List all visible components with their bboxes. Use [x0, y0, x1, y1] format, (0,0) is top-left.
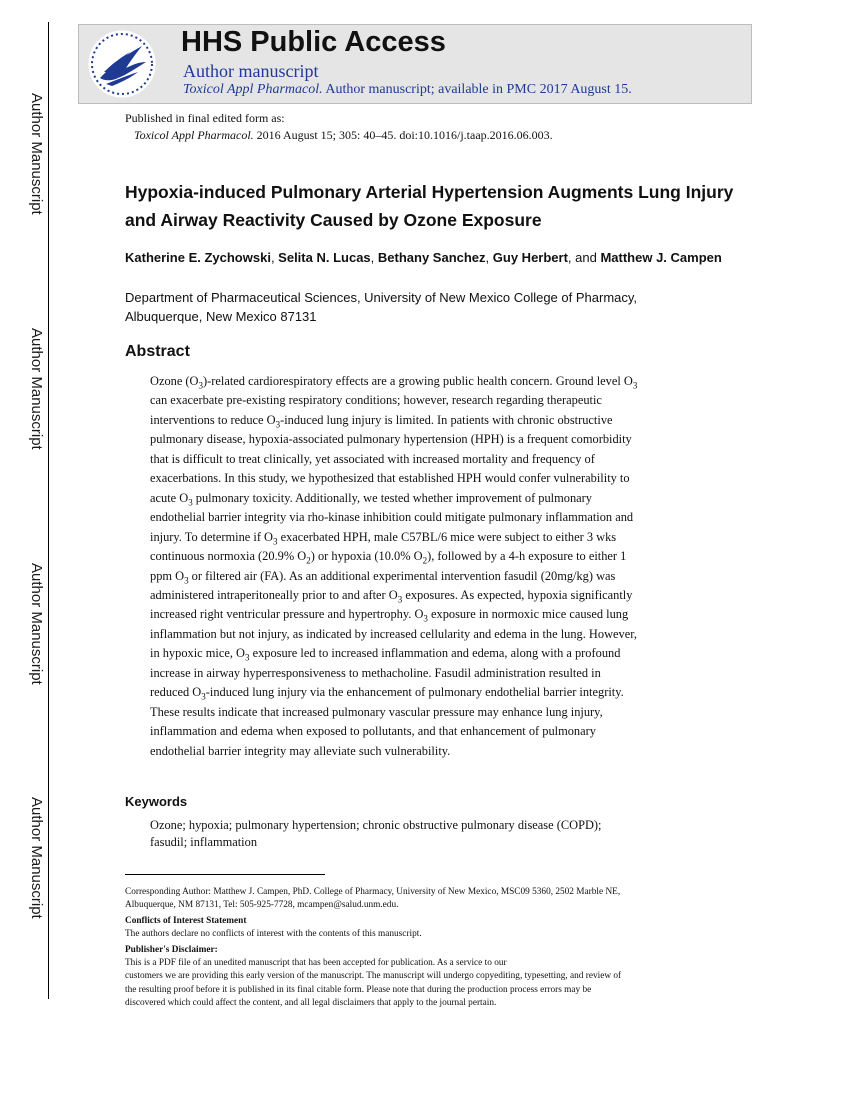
keywords-body — [150, 817, 700, 851]
footnote-line: Albuquerque, NM 87131, Tel: 505-925-7728, mcampen@salud.unm.edu. — [125, 900, 399, 911]
author-name: Matthew J. Campen — [600, 250, 722, 265]
disclaimer-heading: Publisher's Disclaimer: — [125, 944, 218, 955]
footnote-line: Corresponding Author: Matthew J. Campen, PhD. College of Pharmacy, University of New Mexico, MSC09 5360, 2502 Marble NE, — [125, 887, 621, 897]
footnotes — [125, 886, 725, 1013]
footnote-rule — [125, 874, 325, 875]
author-name: Selita N. Lucas — [278, 250, 371, 265]
conflicts-text: The authors declare no conflicts of interest with the contents of this manuscript. — [125, 929, 422, 940]
abstract-line: inflammation and edema when exposed to pollutants, and that enhancement of pulmonary — [150, 724, 596, 739]
abstract-line: inflammation but not injury, as indicated by increased cellularity and edema in the lung. However, — [150, 626, 637, 641]
footnote-line: the resulting proof before it is published in its final citable form. Please note that during the production process errors may be — [125, 984, 592, 995]
author-list: Katherine E. Zychowski, Selita N. Lucas, Bethany Sanchez, Guy Herbert, and Matthew J. Campen — [125, 250, 722, 265]
abstract-line: ppm $O_3$ or filtered air (FA). As an additional experimental intervention fasudil (20mg/kg) was — [150, 568, 616, 585]
author-name: Guy Herbert — [492, 250, 568, 265]
abstract-line: interventions to reduce $O_3$-induced lung injury is limited. In patients with chronic obstructive — [150, 412, 613, 430]
abstract-body — [150, 372, 700, 761]
conflicts-heading — [125, 915, 725, 928]
keywords-line: Ozone; hypoxia; pulmonary hypertension; chronic obstructive pulmonary disease (COPD); — [150, 818, 602, 832]
disclaimer-text: This is a PDF file of an unedited manuscript that has been accepted for publication. As a service to our — [125, 958, 507, 969]
affiliation — [125, 288, 725, 326]
abstract-line: pulmonary disease, hypoxia-associated pulmonary hypertension (HPH) is a frequent comorbidity — [150, 432, 632, 447]
abstract-line: administered intraperitoneally prior to and after $O_3$ exposures. As expected, hypoxia significantly — [150, 587, 633, 605]
hhs-eagle-logo — [86, 28, 158, 100]
footnote-line: customers we are providing this early version of the manuscript. The manuscript will undergo copyediting, typesetting, and review of — [125, 971, 622, 982]
footnote-line: discovered which could affect the content, and all legal disclaimers that apply to the journal pertain. — [125, 998, 497, 1009]
abstract-line: reduced $O_3$-induced lung injury via the enhancement of pulmonary endothelial barrier integrity. — [150, 685, 624, 702]
banner-title: HHS Public Access — [181, 26, 446, 58]
author-name: Bethany Sanchez — [377, 250, 486, 265]
abstract-line: Ozone $(O_3)$-related cardiorespiratory effects are a growing public health concern. Ground level $O_3$ — [150, 374, 638, 391]
article-title: Hypoxia-induced Pulmonary Arterial Hypertension Augments Lung Injury and Airway Reactivity Caused by Ozone Exposure — [125, 182, 734, 230]
published-journal: Toxicol Appl Pharmacol. — [134, 128, 254, 142]
affiliation-line: Department of Pharmaceutical Sciences, University of New Mexico College of Pharmacy, — [125, 290, 638, 305]
footnote-line — [125, 944, 725, 971]
banner-availability: Author manuscript; available in PMC 2017 August 15. — [322, 82, 632, 97]
keywords-heading: Keywords — [125, 794, 188, 809]
affiliation-line: Albuquerque, New Mexico 87131 — [125, 309, 317, 324]
corresponding-author-note — [125, 886, 725, 913]
side-label: Author Manuscript — [28, 797, 45, 919]
abstract-line: can exacerbate pre-existing respiratory conditions; however, research regarding therapeutic — [150, 393, 602, 408]
published-citation — [134, 128, 553, 143]
abstract-line: in hypoxic mice, $O_3$ exposure led to increased inflammation and edema, along with a profound — [150, 646, 621, 663]
published-label: Published in final edited form as: — [125, 111, 285, 125]
keywords-line: fasudil; inflammation — [150, 835, 258, 849]
margin-rule — [48, 22, 49, 999]
side-label: Author Manuscript — [28, 93, 45, 215]
author-name: Katherine E. Zychowski — [125, 250, 271, 265]
publisher-disclaimer — [125, 944, 725, 1011]
abstract-line: continuous normoxia (20.9% $O_2$) or hypoxia (10.0% $O_2$), followed by a 4-h exposure to either 1 — [150, 549, 627, 566]
side-label: Author Manuscript — [28, 328, 45, 450]
abstract-heading: Abstract — [125, 343, 190, 360]
banner-subtitle: Author manuscript — [183, 61, 319, 81]
abstract-line: These results indicate that increased pulmonary vascular pressure may enhance lung injury, — [150, 704, 603, 719]
side-label: Author Manuscript — [28, 563, 45, 685]
banner-citation — [183, 82, 632, 98]
banner-journal: Toxicol Appl Pharmacol. — [183, 82, 323, 97]
abstract-line: increase in airway hyperresponsiveness to methacholine. Fasudil administration resulted in — [150, 665, 601, 680]
abstract-line: increased right ventricular pressure and hypertrophy. $O_3$ exposure in normoxic mice caused lung — [150, 607, 629, 624]
conflicts-note — [125, 915, 725, 942]
abstract-line: that is difficult to treat clinically, yet associated with increased mortality and frequency of — [150, 451, 595, 466]
abstract-line: acute $O_3$ pulmonary toxicity. Additionally, we tested whether improvement of pulmonary — [150, 490, 592, 508]
abstract-line: exacerbations. In this study, we hypothesized that established HPH would confer vulnerability to — [150, 471, 630, 486]
abstract-line: endothelial barrier integrity may alleviate such vulnerability. — [150, 743, 451, 758]
published-details: 2016 August 15; 305: 40–45. doi:10.1016/j.taap.2016.06.003. — [253, 128, 553, 142]
abstract-line: injury. To determine if $O_3$ exacerbated HPH, male C57BL/6 mice were subject to either 3 wks — [150, 529, 617, 547]
abstract-line: endothelial barrier integrity via rho-kinase inhibition could mitigate pulmonary inflammation and — [150, 510, 634, 525]
conflicts-heading-text: Conflicts of Interest Statement — [125, 915, 247, 926]
